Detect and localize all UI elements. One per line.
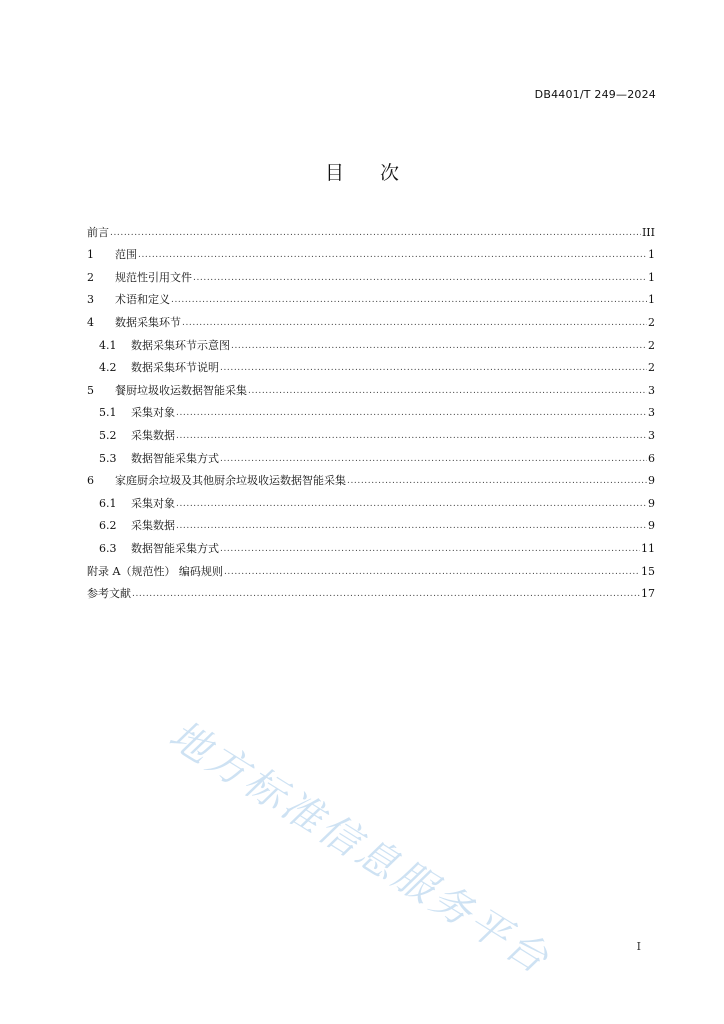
toc-entry-page: 3 [648, 428, 655, 442]
toc-entry-page: 2 [648, 361, 655, 375]
toc-entry[interactable] [87, 420, 655, 443]
toc-entry-page: 6 [648, 451, 655, 465]
toc-entry[interactable] [87, 240, 655, 263]
toc-entry-number: 6.3 [99, 541, 117, 555]
toc-entry-number: 4 [87, 315, 94, 329]
toc-entry[interactable] [87, 330, 655, 353]
toc-entry-page: 9 [648, 519, 655, 533]
toc-leader-dots [176, 497, 647, 511]
toc-leader-dots [224, 565, 640, 579]
toc-leader-dots [176, 406, 647, 420]
toc-entry-page: 1 [648, 270, 655, 284]
toc-entry-label: 采集数据 [131, 519, 175, 533]
toc-entry-number: 4.1 [99, 338, 117, 352]
toc-leader-dots [220, 361, 647, 375]
toc-entry-label: 家庭厨余垃圾及其他厨余垃圾收运数据智能采集 [115, 474, 346, 488]
toc-leader-dots [171, 293, 647, 307]
toc-entry[interactable] [87, 533, 655, 556]
toc-entry-number: 4.2 [99, 361, 117, 375]
toc-entry-page: 11 [641, 541, 655, 555]
toc-entry[interactable] [87, 375, 655, 398]
toc-entry[interactable] [87, 466, 655, 489]
toc-leader-dots [220, 542, 640, 556]
toc-entry-page: 3 [648, 406, 655, 420]
toc-entry-page: 3 [648, 383, 655, 397]
toc-entry-number: 2 [87, 270, 94, 284]
toc-entry-label: 数据采集环节示意图 [131, 338, 230, 352]
toc-entry-number: 5.2 [99, 428, 117, 442]
toc-entry-number: 5.3 [99, 451, 117, 465]
toc-entry-label: 前言 [87, 225, 109, 239]
page-title [0, 158, 724, 185]
page-number: I [636, 940, 641, 953]
toc-entry-page: 15 [641, 564, 655, 578]
toc-entry[interactable] [87, 217, 655, 240]
toc-entry[interactable] [87, 443, 655, 466]
toc-entry-label: 附录 A（规范性） 编码规则 [87, 564, 223, 578]
toc-entry-page: 17 [641, 587, 655, 601]
toc-entry-page: 2 [648, 338, 655, 352]
toc-leader-dots [220, 452, 647, 466]
toc-entry-page: III [641, 225, 655, 239]
title-part-1: 目 [324, 162, 344, 184]
toc-entry[interactable] [87, 262, 655, 285]
toc-leader-dots [138, 248, 647, 262]
toc-entry-label: 范围 [115, 248, 137, 262]
toc-entry[interactable] [87, 511, 655, 534]
toc-entry-label: 采集对象 [131, 406, 175, 420]
toc-entry-number: 5 [87, 383, 94, 397]
toc-entry-label: 数据智能采集方式 [131, 541, 219, 555]
toc-leader-dots [176, 429, 647, 443]
toc-entry-page: 9 [648, 496, 655, 510]
toc-entry-number: 6.1 [99, 496, 117, 510]
toc-leader-dots [182, 316, 647, 330]
toc-entry[interactable] [87, 579, 655, 602]
toc-leader-dots [248, 384, 647, 398]
toc-leader-dots [193, 271, 647, 285]
toc-entry-number: 6 [87, 474, 94, 488]
toc-entry-label: 餐厨垃圾收运数据智能采集 [115, 383, 247, 397]
toc-entry-label: 数据采集环节 [115, 315, 181, 329]
toc-entry-label: 术语和定义 [115, 293, 170, 307]
toc-entry-number: 5.1 [99, 406, 117, 420]
toc-entry-number: 1 [87, 248, 94, 262]
toc-entry[interactable] [87, 488, 655, 511]
toc-entry[interactable] [87, 398, 655, 421]
toc-leader-dots [110, 226, 641, 240]
toc-leader-dots [231, 339, 647, 353]
toc-entry-number: 6.2 [99, 519, 117, 533]
toc-entry-label: 数据采集环节说明 [131, 361, 219, 375]
toc-entry-page: 2 [648, 315, 655, 329]
toc-entry-label: 采集对象 [131, 496, 175, 510]
toc-leader-dots [132, 587, 640, 601]
toc-entry-label: 数据智能采集方式 [131, 451, 219, 465]
toc-leader-dots [347, 474, 647, 488]
toc-entry[interactable] [87, 285, 655, 308]
toc-entry-page: 1 [648, 248, 655, 262]
title-part-2: 次 [380, 162, 400, 184]
toc-entry-page: 1 [648, 293, 655, 307]
toc-entry-page: 9 [648, 474, 655, 488]
toc-entry-number: 3 [87, 293, 94, 307]
toc-entry-label: 采集数据 [131, 428, 175, 442]
table-of-contents [87, 217, 655, 601]
toc-leader-dots [176, 519, 647, 533]
standard-code: DB4401/T 249—2024 [534, 88, 656, 101]
toc-entry-label: 规范性引用文件 [115, 270, 192, 284]
toc-entry-label: 参考文献 [87, 587, 131, 601]
toc-entry[interactable] [87, 307, 655, 330]
toc-entry[interactable] [87, 353, 655, 376]
toc-entry[interactable] [87, 556, 655, 579]
watermark: 地方标准信息服务平台 [160, 711, 559, 985]
